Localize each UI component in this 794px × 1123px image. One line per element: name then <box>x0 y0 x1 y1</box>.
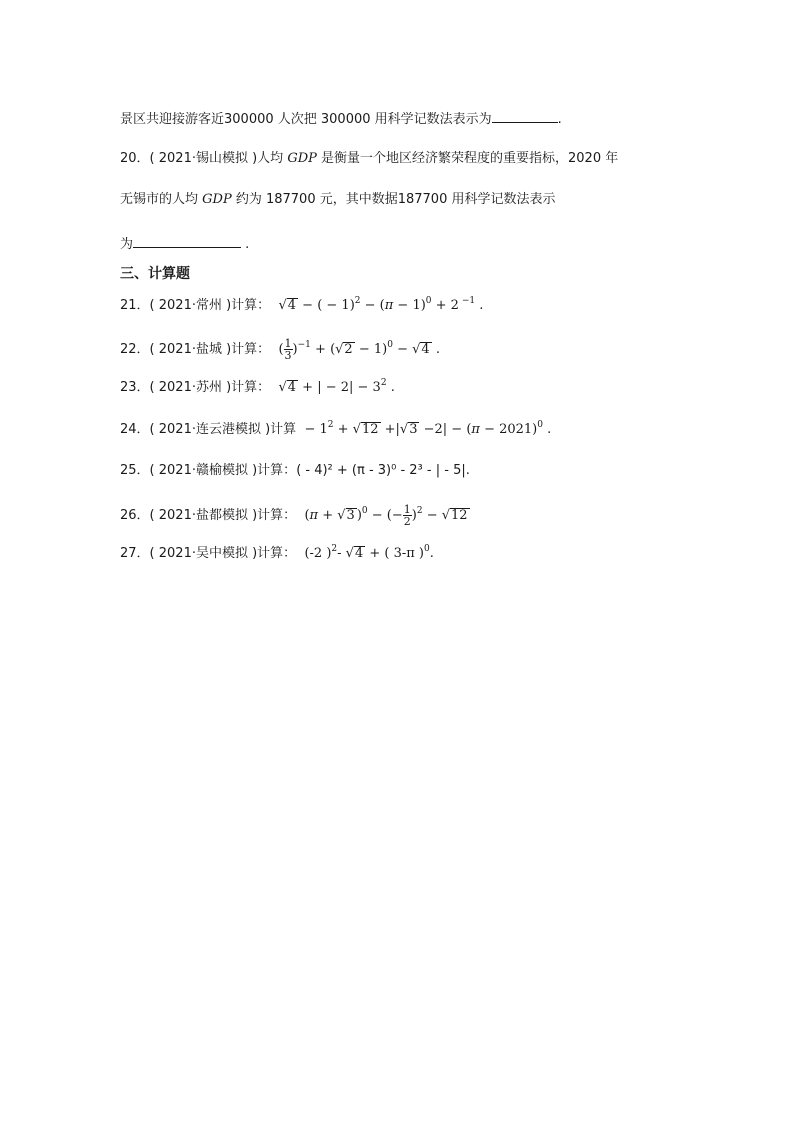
question-number: 27． <box>120 546 150 561</box>
section-heading: 三、计算题 <box>120 266 190 282</box>
question-19-continuation: 景区共迎接游客近300000 人次把 300000 用科学记数法表示为 . <box>120 108 562 129</box>
q19-text: 景区共迎接游客近300000 人次把 300000 用科学记数法表示为 <box>120 112 492 127</box>
question-20-line-1: 20．( 2021·锡山模拟 )人均 GDP 是衡量一个地区经济繁荣程度的重要指标，2020 年 <box>120 151 619 166</box>
question-24: 24．( 2021·连云港模拟 )计算 − $1^2 + √12 +|√3 -2| - (\pi - 2021)^0$ . <box>120 420 552 437</box>
question-number: 25． <box>120 463 150 478</box>
question-source: ( 2021·赣榆模拟 ) <box>149 463 258 478</box>
answer-blank[interactable] <box>492 108 558 123</box>
answer-blank[interactable] <box>133 233 241 248</box>
question-20-line-3: 为 . <box>120 233 249 254</box>
math-expression: (-2 )$^2$- √4 + ( 3-π )$^0$ <box>300 544 430 561</box>
question-number: 20． <box>120 151 150 166</box>
question-20-line-2: 无锡市的人均 GDP 约为 187700 元，其中数据187700 用科学记数法表示 <box>120 192 556 207</box>
question-source: ( 2021·盐都模拟 ) <box>149 508 258 523</box>
question-source: ( 2021·锡山模拟 ) <box>149 151 258 166</box>
question-number: 23． <box>120 380 150 395</box>
math-expression: (π + √3 )$^0$ − (− $\frac{1}{2}$ )$^2$ − √12 <box>300 503 468 528</box>
math-expression: − $1^2 + √12 +|√3 -2| - (\pi - 2021)^0$ <box>300 420 543 437</box>
question-source: ( 2021·常州 ) <box>149 298 232 313</box>
question-source: ( 2021·吴中模拟 ) <box>149 546 258 561</box>
question-23: 23．( 2021·苏州 )计算： √4 + | − $2| - 3^2$ . <box>120 378 395 395</box>
question-source: ( 2021·苏州 ) <box>149 380 232 395</box>
question-25: 25．( 2021·赣榆模拟 )计算：( - 4)² + (π - 3)⁰ - 2³ - | - 5|. <box>120 463 470 478</box>
question-number: 26． <box>120 508 150 523</box>
question-source: ( 2021·连云港模拟 ) <box>149 422 271 437</box>
question-source: ( 2021·盐城 ) <box>149 342 232 357</box>
math-expression: ( $\frac{1}{3}$ )$^{-1} + (√2 - 1)^0 - √4$ <box>274 337 430 362</box>
question-number: 24． <box>120 422 150 437</box>
math-expression: ( - 4)² + (π - 3)⁰ - 2³ - | - 5|. <box>296 463 470 478</box>
question-26: 26．( 2021·盐都模拟 )计算： (π + √3 )$^0$ − (− $\frac{1}{2}$ )$^2$ − √12 <box>120 503 468 528</box>
question-number: 22． <box>120 342 150 357</box>
math-expression: √4 + | − $2| - 3^2$ <box>274 378 387 395</box>
gdp-term: GDP <box>287 151 317 166</box>
gdp-term: GDP <box>202 192 232 207</box>
question-22: 22．( 2021·盐城 )计算： ( $\frac{1}{3}$ )$^{-1} + (√2 - 1)^0 - √4$ . <box>120 337 440 362</box>
math-expression: √4 − ( − $1)^2 - (\pi - 1)^0 + 2$ $^{-1}$ <box>274 296 476 313</box>
question-number: 21． <box>120 298 150 313</box>
question-21: 21．( 2021·常州 )计算： √4 − ( − $1)^2 - (\pi - 1)^0 + 2$ $^{-1}$ . <box>120 296 484 313</box>
question-27: 27．( 2021·吴中模拟 )计算： (-2 )$^2$- √4 + ( 3-π )$^0$. <box>120 544 434 561</box>
